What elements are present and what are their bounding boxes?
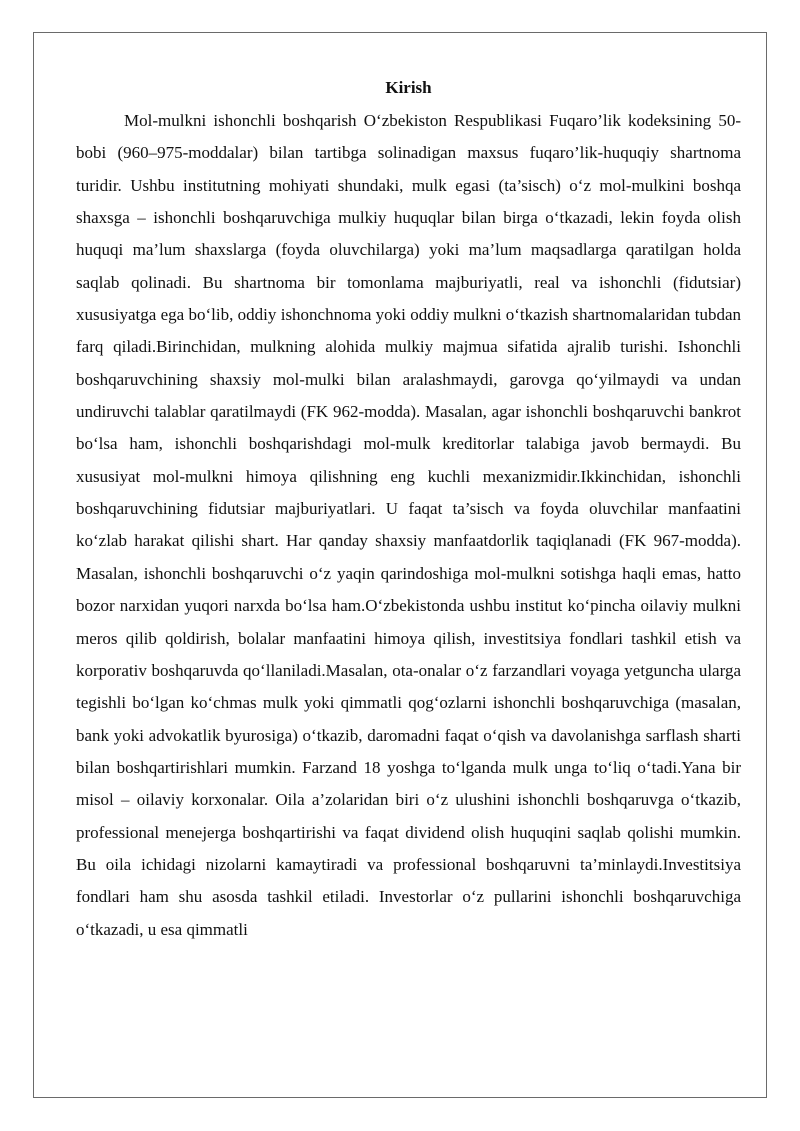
document-title: Kirish: [385, 78, 432, 97]
body-paragraph: Mol-mulkni ishonchli boshqarish O‘zbekiston Respublikasi Fuqaro’lik kodeksining 50-bobi (960–975-moddalar) bilan tartibga solinadigan maxsus fuqaro’lik-huquqiy shartnoma turidir. Ushbu institutning mohiyati shundaki, mulk egasi (ta’sisch) o‘z mol-mulkini boshqa shaxsga – ishonchli boshqaruvchiga mulkiy huquqlar bilan birga o‘tkazadi, lekin foyda olish huquqi ma’lum shaxslarga (foyda oluvchilarga) yoki ma’lum maqsadlarga qaratilgan holda saqlab qolinadi. Bu shartnoma bir tomonlama majburiyatli, real va ishonchli (fidutsiar) xususiyatga ega bo‘lib, oddiy ishonchnoma yoki oddiy mulkni o‘tkazish shartnomalaridan tubdan farq qiladi.Birinchidan, mulkning alohida mulkiy majmua sifatida ajralib turishi. Ishonchli boshqaruvchining shaxsiy mol-mulki bilan aralashmaydi, garovga qo‘yilmaydi va undan undiruvchi talablar qaratilmaydi (FK 962-modda). Masalan, agar ishonchli boshqaruvchi bankrot bo‘lsa ham, ishonchli boshqarishdagi mol-mulk kreditorlar talabiga javob bermaydi. Bu xususiyat mol-mulkni himoya qilishning eng kuchli mexanizmidir.Ikkinchidan, ishonchli boshqaruvchining fidutsiar majburiyatlari. U faqat ta’sisch va foyda oluvchilar manfaatini ko‘zlab harakat qilishi shart. Har qanday shaxsiy manfaatdorlik taqiqlanadi (FK 967-modda). Masalan, ishonchli boshqaruvchi o‘z yaqin qarindoshiga mol-mulkni sotishga haqli emas, hatto bozor narxidan yuqori narxda bo‘lsa ham.O‘zbekistonda ushbu institut ko‘pincha oilaviy mulkni meros qilib qoldirish, bolalar manfaatini himoya qilish, investitsiya fondlari tashkil etish va korporativ boshqaruvda qo‘llaniladi.Masalan, ota-onalar o‘z farzandlari voyaga yetguncha ularga tegishli bo‘lgan ko‘chmas mulk yoki qimmatli qog‘ozlarni ishonchli boshqaruvchiga (masalan, bank yoki advokatlik byurosiga) o‘tkazib, daromadni faqat o‘qish va davolanishga sarflash sharti bilan boshqartirishlari mumkin. Farzand 18 yoshga to‘lganda mulk unga to‘liq o‘tadi.Yana bir misol – oilaviy korxonalar. Oila a’zolaridan biri o‘z ulushini ishonchli boshqaruvga o‘tkazib, professional menejerga boshqartirishi va faqat dividend olish huquqini saqlab qolishi mumkin. Bu oila ichidagi nizolarni kamaytiradi va professional boshqaruvni ta’minlaydi.Investitsiya fondlari ham shu asosda tashkil etiladi. Investorlar o‘z pullarini ishonchli boshqaruvchiga o‘tkazadi, u esa qimmatli: [76, 111, 741, 939]
document-body: [76, 74, 741, 946]
